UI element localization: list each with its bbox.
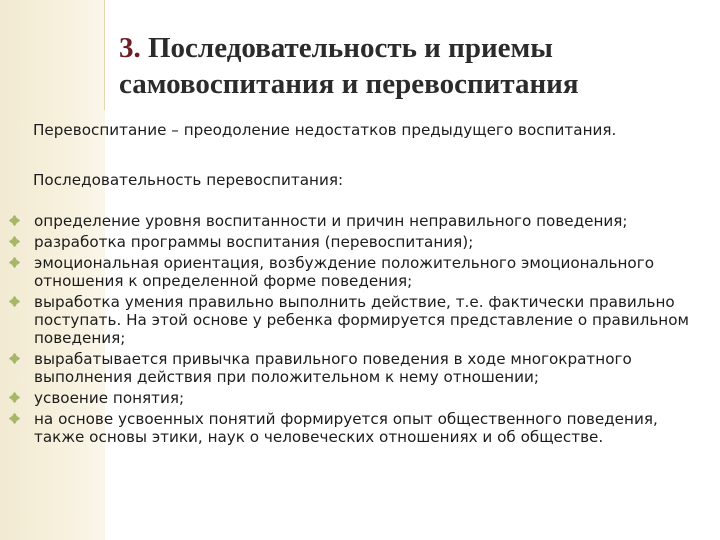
band-divider — [104, 0, 105, 110]
list-item — [9, 293, 703, 347]
leaf-bullet-icon — [9, 236, 20, 247]
sequence-heading: Последовательность перевоспитания: — [33, 171, 344, 189]
step-text: эмоциональная ориентация, возбуждение положительного эмоционального отношения к определенной форме поведения; — [34, 254, 654, 290]
slide-body — [33, 121, 703, 449]
list-item — [9, 212, 703, 230]
slide-title — [119, 30, 709, 102]
steps-list — [9, 212, 703, 446]
definition-term: Перевоспитание — [33, 121, 167, 139]
leaf-bullet-icon — [9, 257, 20, 268]
step-text: разработка программы воспитания (перевоспитания); — [34, 233, 474, 251]
step-text: на основе усвоенных понятий формируется опыт общественного поведения, также основы этики, наук о человеческих отношениях и об обществе. — [34, 410, 658, 446]
step-text: вырабатывается привычка правильного поведения в ходе многократного выполнения действия при положительном к нему отношении; — [34, 350, 632, 386]
step-text: выработка умения правильно выполнить действие, т.е. фактически правильно поступать. На этой основе у ребенка формируется представление о правильном поведения; — [34, 293, 689, 347]
list-item — [9, 410, 703, 446]
title-line-2: самовоспитания и перевоспитания — [119, 68, 579, 100]
step-text: усвоение понятия; — [34, 389, 185, 407]
leaf-bullet-icon — [9, 392, 20, 403]
definition-text: – преодоление недостатков предыдущего воспитания. — [166, 121, 617, 139]
leaf-bullet-icon — [9, 353, 20, 364]
leaf-bullet-icon — [9, 413, 20, 424]
step-text: определение уровня воспитанности и причин неправильного поведения; — [34, 212, 628, 230]
list-item — [9, 350, 703, 386]
definition-paragraph — [33, 121, 703, 139]
list-item — [9, 233, 703, 251]
list-item — [9, 254, 703, 290]
leaf-bullet-icon — [9, 296, 20, 307]
title-number: 3. — [119, 32, 141, 64]
title-line-1: Последовательность и приемы — [148, 32, 553, 64]
leaf-bullet-icon — [9, 215, 20, 226]
list-item — [9, 389, 703, 407]
